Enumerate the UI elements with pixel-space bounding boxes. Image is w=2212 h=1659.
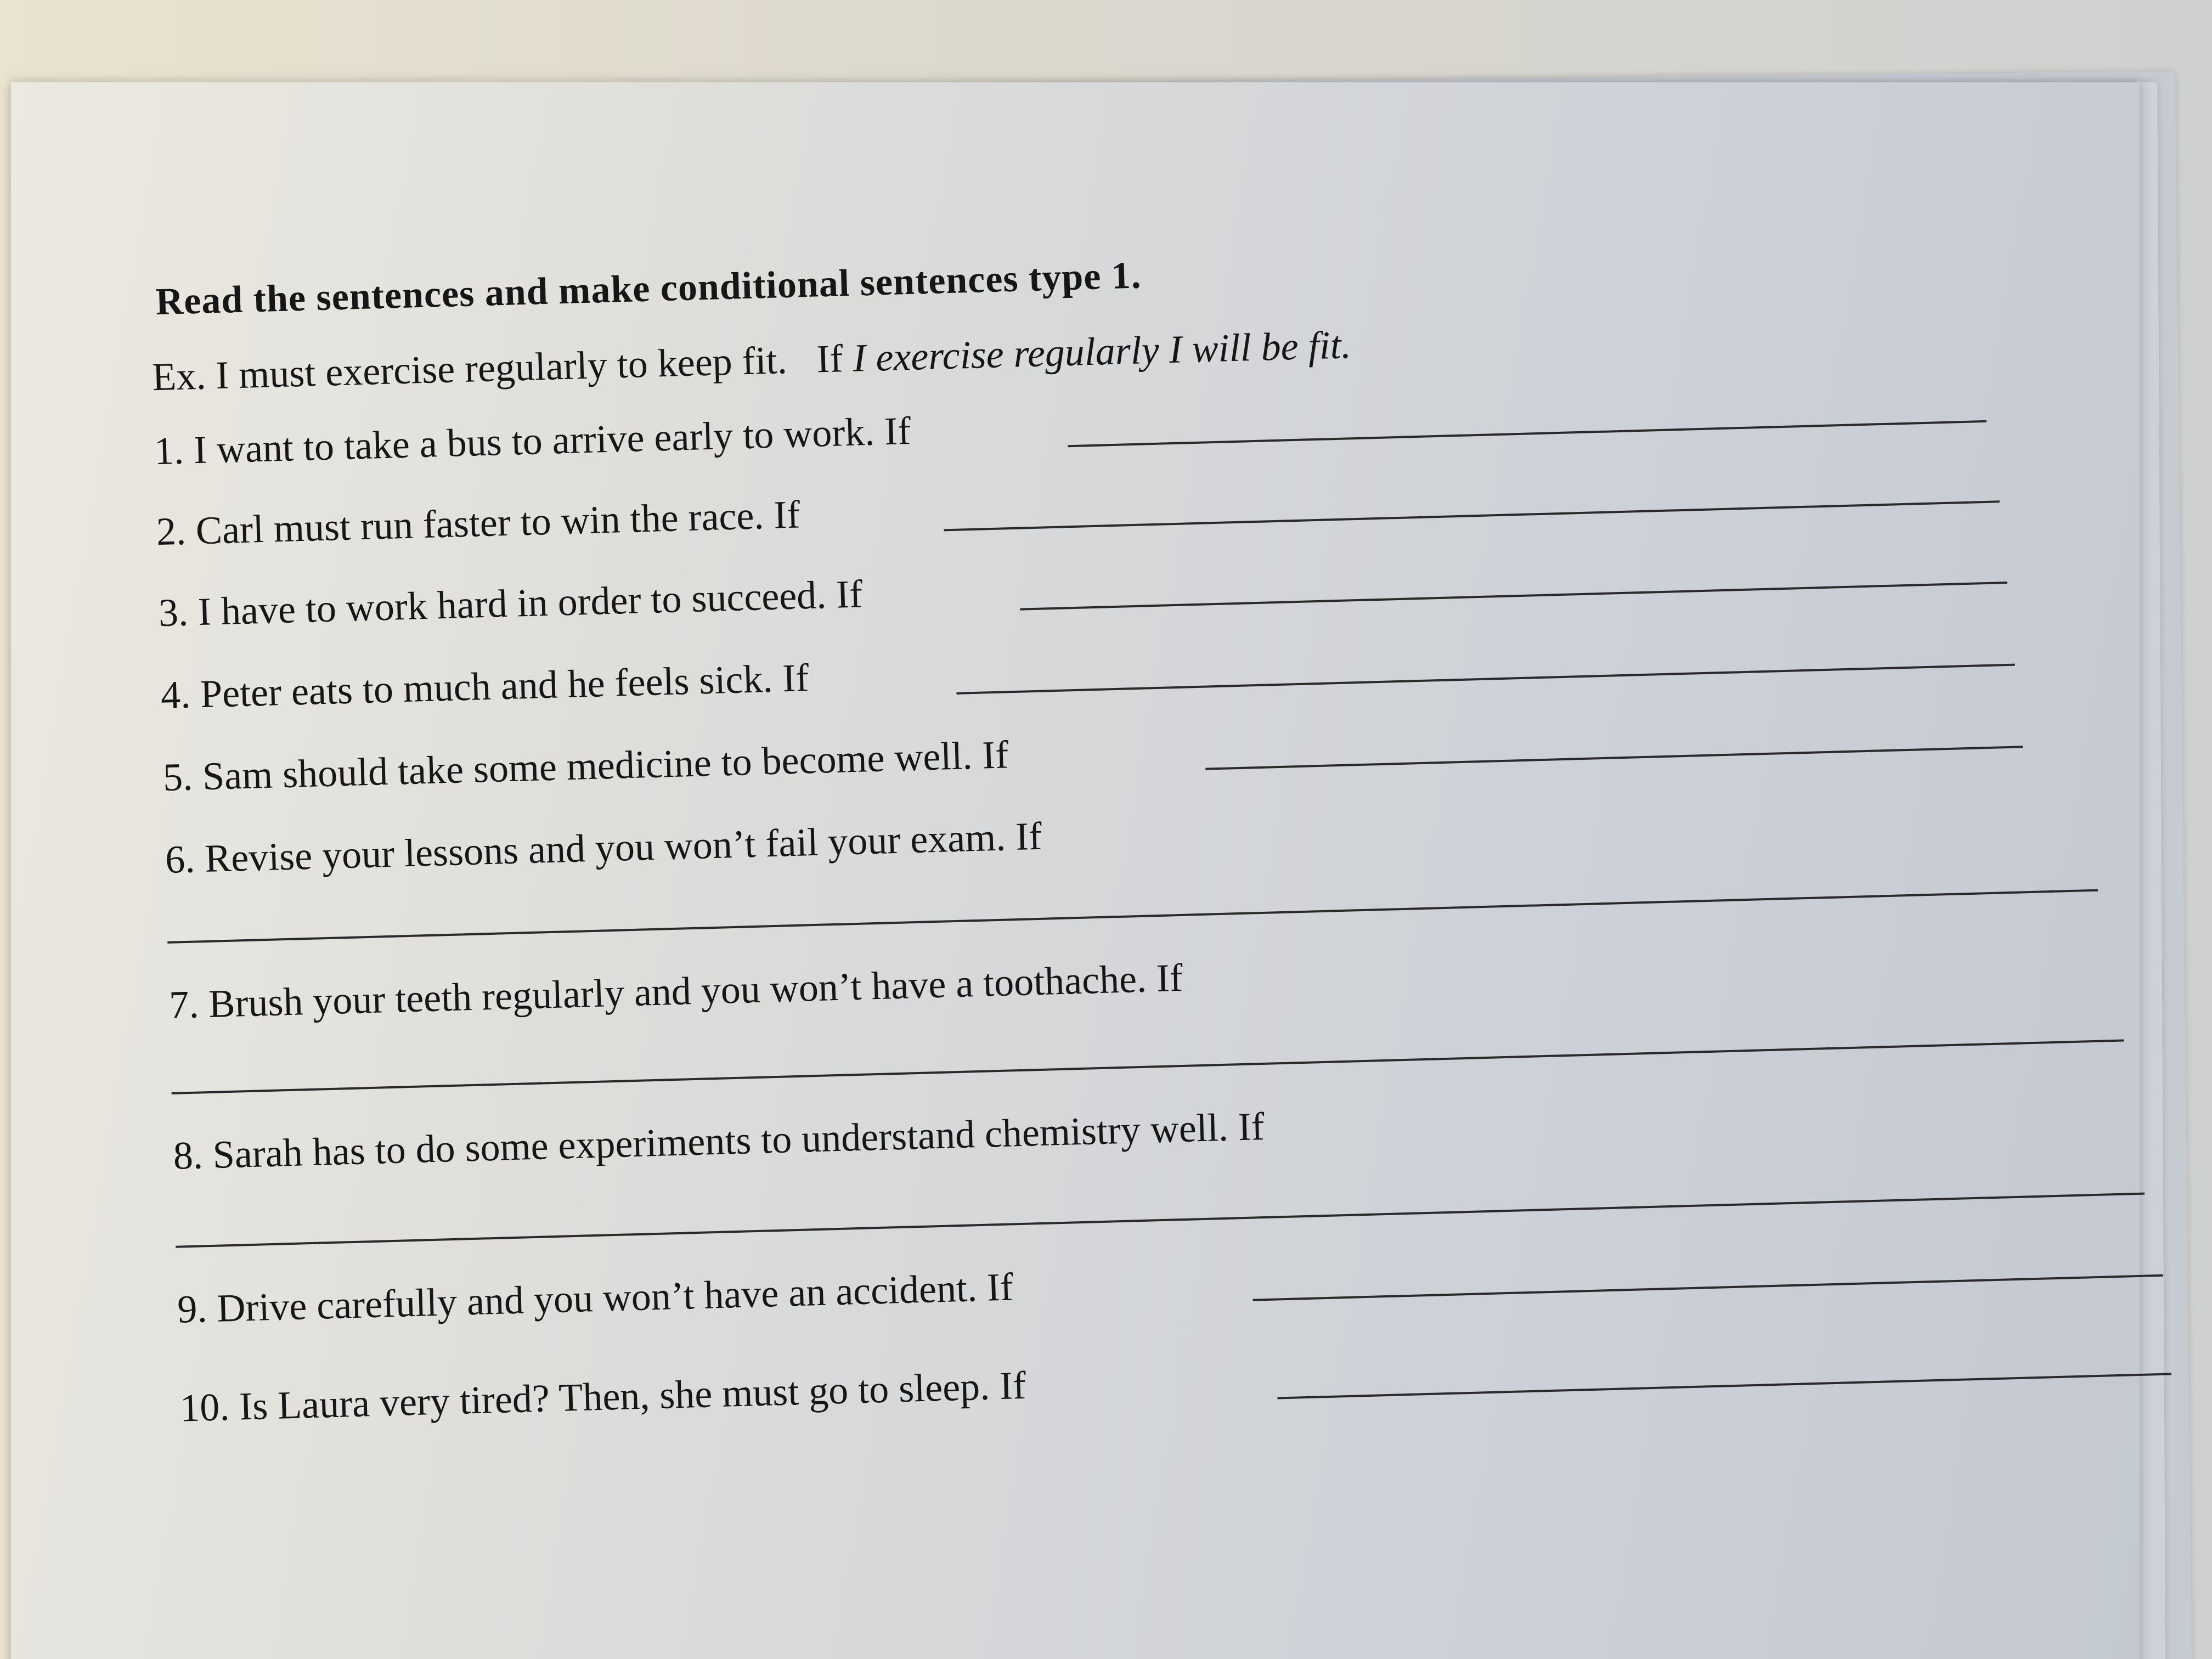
answer-line-2[interactable] xyxy=(944,500,1999,531)
answer-line-1[interactable] xyxy=(1068,420,1986,447)
answer-line-9[interactable] xyxy=(1253,1274,2164,1301)
question-10: 10. Is Laura very tired? Then, she must go to sleep. If xyxy=(179,1363,1026,1430)
question-3: 3. I have to work hard in order to succeed. If xyxy=(157,572,864,635)
worksheet-title: Read the sentences and make conditional sentences type 1. xyxy=(155,254,1142,324)
question-7: 7. Brush your teeth regularly and you won’t have a toothache. If xyxy=(168,955,1183,1027)
example-sentence xyxy=(151,322,1351,400)
answer-line-3[interactable] xyxy=(1020,582,2007,611)
answer-line-10[interactable] xyxy=(1277,1373,2171,1399)
question-8: 8. Sarah has to do some experiments to understand chemistry well. If xyxy=(172,1104,1265,1178)
question-9: 9. Drive carefully and you won’t have an accident. If xyxy=(177,1265,1014,1331)
answer-line-5[interactable] xyxy=(1205,746,2023,770)
example-prompt: Ex. I must exercise regularly to keep fit. xyxy=(151,338,788,399)
example-if: If xyxy=(816,336,844,381)
answer-line-8[interactable] xyxy=(176,1193,2145,1248)
answer-line-6[interactable] xyxy=(167,889,2098,944)
question-6: 6. Revise your lessons and you won’t fail your exam. If xyxy=(165,814,1043,882)
answer-line-7[interactable] xyxy=(172,1040,2124,1094)
answer-line-4[interactable] xyxy=(956,664,2015,695)
question-5: 5. Sam should take some medicine to become well. If xyxy=(162,732,1009,800)
question-4: 4. Peter eats to much and he feels sick. If xyxy=(160,656,810,718)
question-2: 2. Carl must run faster to win the race. If xyxy=(155,492,801,554)
question-1: 1. I want to take a bus to arrive early to work. If xyxy=(153,408,912,473)
example-answer: I exercise regularly I will be fit. xyxy=(852,323,1352,380)
